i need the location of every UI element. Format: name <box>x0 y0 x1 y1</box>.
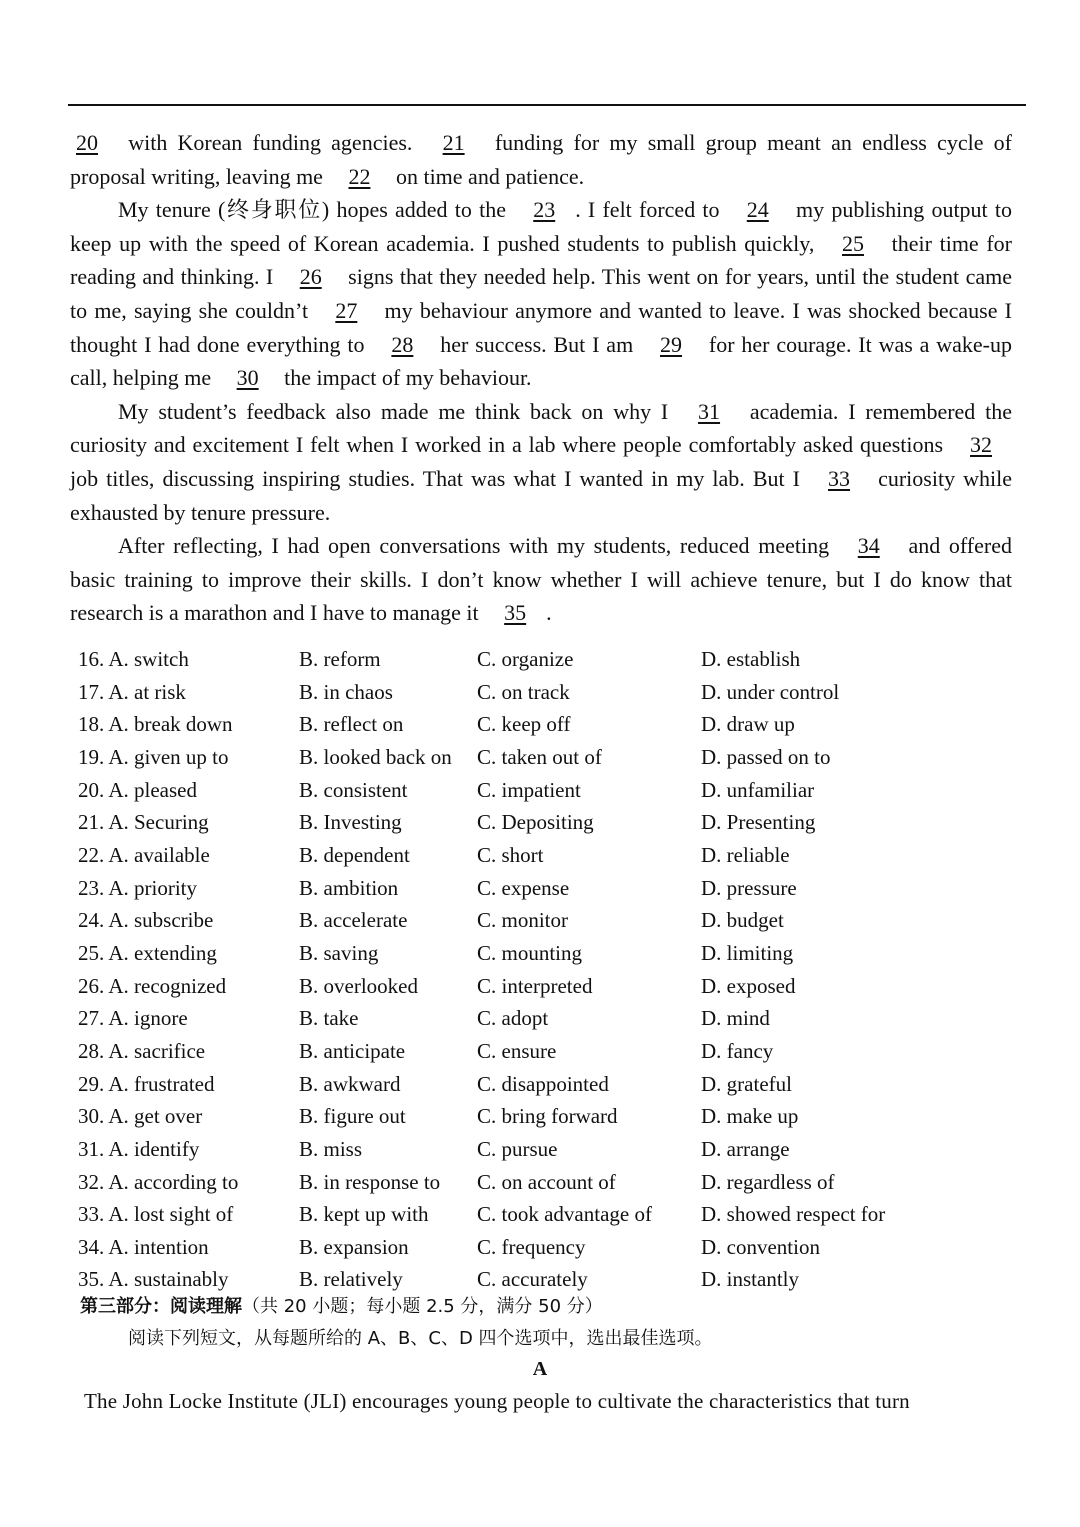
option-row <box>78 904 1018 937</box>
option-d: D. limiting <box>701 940 794 965</box>
passage-paragraph-1 <box>70 193 1012 395</box>
option-a: 16. A. switch <box>78 647 189 671</box>
passage-text: job titles, discussing inspiring studies. That was what I wanted in my lab. But I <box>70 465 809 491</box>
option-row <box>78 1198 1018 1231</box>
option-row <box>78 1100 1018 1133</box>
blank-21: 21 <box>442 130 465 155</box>
option-b: B. miss <box>299 1136 363 1161</box>
option-b: B. expansion <box>299 1234 409 1259</box>
option-b: B. looked back on <box>299 744 452 769</box>
option-b: B. kept up with <box>299 1202 429 1227</box>
passage-paragraph-2 <box>70 395 1012 529</box>
blank-34: 34 <box>857 533 880 559</box>
option-a: 29. A. frustrated <box>78 1071 215 1096</box>
option-d: D. budget <box>701 908 784 933</box>
option-d: D. showed respect for <box>701 1202 886 1227</box>
blank-27: 27 <box>335 297 358 323</box>
option-row <box>78 872 1018 905</box>
option-c: C. impatient <box>477 777 581 802</box>
option-a: 25. A. extending <box>78 940 217 965</box>
blank-30: 30 <box>236 365 259 391</box>
option-row <box>78 676 1018 709</box>
option-row <box>78 806 1018 839</box>
option-c: C. monitor <box>477 908 569 933</box>
passage-text: my publishing output to keep up with the speed of Korean academia. I pushed students to publish quickly, <box>70 197 1013 256</box>
option-d: D. mind <box>701 1006 770 1031</box>
option-b: B. accelerate <box>299 908 408 933</box>
option-a: 31. A. identify <box>78 1136 200 1161</box>
section-title: 第三部分：阅读理解 <box>80 1296 242 1317</box>
option-b: B. reform <box>299 647 381 671</box>
section-scoring: （共 20 小题；每小题 2.5 分，满分 50 分） <box>242 1296 603 1317</box>
passage-text: my behaviour anymore and wanted to leave. I was shocked because I thought I had done everything to <box>70 297 1013 357</box>
blank-31: 31 <box>698 398 721 424</box>
passage-text: on time and patience. <box>390 163 585 189</box>
option-c: C. accurately <box>477 1267 588 1292</box>
option-a: 34. A. intention <box>78 1234 209 1259</box>
option-c: C. Depositing <box>477 810 594 835</box>
option-row <box>78 1002 1018 1035</box>
option-a: 23. A. priority <box>78 875 197 900</box>
option-row <box>78 1166 1018 1199</box>
option-c: C. on account of <box>477 1169 616 1194</box>
blank-26: 26 <box>299 264 322 290</box>
blank-28: 28 <box>391 331 414 357</box>
option-b: B. ambition <box>299 875 399 900</box>
option-a: 21. A. Securing <box>78 810 209 835</box>
passage-text: My student’s feedback also made me think back on why I <box>118 398 679 424</box>
option-c: C. ensure <box>477 1038 557 1063</box>
option-row <box>78 774 1018 807</box>
option-a: 18. A. break down <box>78 712 233 737</box>
option-d: D. fancy <box>701 1038 774 1063</box>
option-c: C. bring forward <box>477 1104 618 1129</box>
passage-text: their time for reading and thinking. I <box>70 230 1012 290</box>
blank-35: 35 <box>504 600 527 626</box>
passage-text: and offered basic training to improve their skills. I don’t know whether I will achieve tenure, but I do know that research is a marathon and I have to manage it <box>70 533 1012 626</box>
option-row <box>78 937 1018 970</box>
option-a: 26. A. recognized <box>78 973 227 998</box>
blank-33: 33 <box>828 465 851 491</box>
option-c: C. adopt <box>477 1006 549 1031</box>
option-a: 28. A. sacrifice <box>78 1038 206 1063</box>
passage-paragraph-3 <box>70 529 1012 630</box>
option-a: 32. A. according to <box>78 1169 239 1194</box>
option-row <box>78 643 1018 676</box>
blank-32: 32 <box>970 432 992 458</box>
option-c: C. took advantage of <box>477 1202 652 1227</box>
option-d: D. regardless of <box>701 1169 835 1194</box>
option-d: D. convention <box>701 1234 820 1259</box>
cloze-passage <box>70 126 1012 630</box>
option-d: D. instantly <box>701 1267 799 1292</box>
passage-text: . <box>546 600 552 626</box>
option-row <box>78 970 1018 1003</box>
option-b: B. saving <box>299 940 379 965</box>
option-d: D. Presenting <box>701 810 816 835</box>
option-d: D. reliable <box>701 842 790 867</box>
passage-text: signs that they needed help. This went on for years, until the student came to me, saying she couldn’t <box>70 264 1012 323</box>
option-a: 19. A. given up to <box>78 744 229 769</box>
passage-text: academia. I remembered the curiosity and excitement I felt when I worked in a lab where people comfortably asked questions <box>70 398 1012 458</box>
option-c: C. on track <box>477 679 570 704</box>
option-c: C. mounting <box>477 940 583 965</box>
blank-22: 22 <box>348 163 371 189</box>
option-d: D. pressure <box>701 875 797 900</box>
passage-text: . I felt forced to <box>575 197 727 223</box>
option-row <box>78 1231 1018 1264</box>
option-d: D. exposed <box>701 973 796 998</box>
option-a: 20. A. pleased <box>78 777 197 802</box>
option-c: C. interpreted <box>477 973 593 998</box>
option-row <box>78 1068 1018 1101</box>
option-d: D. grateful <box>701 1071 792 1096</box>
reading-passage-first-line: The John Locke Institute (JLI) encourages young people to cultivate the characteristics that turn <box>84 1389 910 1413</box>
passage-text: with Korean funding agencies. <box>118 130 423 155</box>
option-c: C. frequency <box>477 1234 586 1259</box>
passage-text: the impact of my behaviour. <box>278 365 532 391</box>
option-b: B. figure out <box>299 1104 406 1129</box>
blank-29: 29 <box>660 331 683 357</box>
blank-20: 20 <box>76 130 98 155</box>
option-c: C. disappointed <box>477 1071 609 1096</box>
option-d: D. arrange <box>701 1136 790 1161</box>
option-a: 22. A. available <box>78 842 210 867</box>
passage-text: My tenure (终身职位) hopes added to the <box>118 197 514 223</box>
option-c: C. organize <box>477 647 574 671</box>
header-rule <box>68 104 1026 106</box>
option-b: B. dependent <box>299 842 410 867</box>
option-d: D. make up <box>701 1104 799 1129</box>
part-letter: A <box>532 1358 548 1380</box>
option-row <box>78 708 1018 741</box>
section-heading <box>80 1292 603 1322</box>
option-a: 33. A. lost sight of <box>78 1202 234 1227</box>
passage-text: funding for my small group meant an endless cycle of proposal writing, leaving me <box>70 130 1012 189</box>
option-b: B. reflect on <box>299 712 404 737</box>
option-b: B. Investing <box>299 810 402 835</box>
option-b: B. take <box>299 1006 359 1031</box>
passage-text: curiosity while exhausted by tenure pressure. <box>70 465 1012 525</box>
blank-25: 25 <box>841 230 864 256</box>
option-b: B. overlooked <box>299 973 418 998</box>
option-b: B. awkward <box>299 1071 401 1096</box>
passage-text: her success. But I am <box>433 331 641 357</box>
option-a: 17. A. at risk <box>78 679 186 704</box>
option-d: D. unfamiliar <box>701 777 815 802</box>
option-a: 30. A. get over <box>78 1104 203 1129</box>
option-d: D. under control <box>701 679 840 704</box>
passage-text: for her courage. It was a wake-up call, helping me <box>70 331 1012 391</box>
passage-text: After reflecting, I had open conversations with my students, reduced meeting <box>118 533 838 559</box>
option-row <box>78 741 1018 774</box>
option-d: D. draw up <box>701 712 795 737</box>
option-row <box>78 1035 1018 1068</box>
blank-23: 23 <box>533 197 556 223</box>
option-row <box>78 1133 1018 1166</box>
answer-options <box>78 643 1018 1296</box>
option-c: C. keep off <box>477 712 571 737</box>
option-c: C. pursue <box>477 1136 558 1161</box>
option-b: B. anticipate <box>299 1038 406 1063</box>
blank-24: 24 <box>746 197 769 223</box>
option-c: C. expense <box>477 875 570 900</box>
option-b: B. relatively <box>299 1267 403 1292</box>
option-a: 27. A. ignore <box>78 1006 188 1031</box>
option-b: B. in response to <box>299 1169 441 1194</box>
option-a: 35. A. sustainably <box>78 1267 229 1292</box>
option-b: B. consistent <box>299 777 408 802</box>
section-instruction: 阅读下列短文，从每题所给的 A、B、C、D 四个选项中，选出最佳选项。 <box>128 1328 713 1349</box>
option-d: D. passed on to <box>701 744 831 769</box>
option-a: 24. A. subscribe <box>78 908 214 933</box>
option-c: C. taken out of <box>477 744 602 769</box>
option-c: C. short <box>477 842 544 867</box>
option-row <box>78 839 1018 872</box>
option-d: D. establish <box>701 647 801 671</box>
passage-paragraph-0 <box>70 126 1012 193</box>
option-b: B. in chaos <box>299 679 393 704</box>
